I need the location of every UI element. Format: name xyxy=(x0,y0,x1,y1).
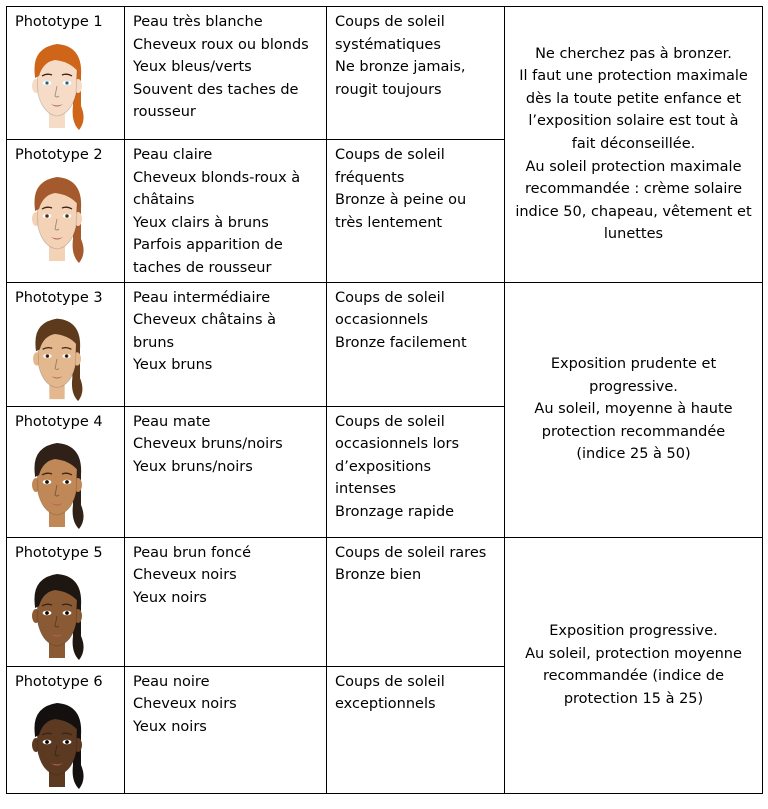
advice-line: progressive. xyxy=(589,378,678,395)
feature-line: Peau mate xyxy=(133,413,211,430)
advice-line: recommandée : crème solaire xyxy=(524,181,742,198)
phototype-label: Phototype 3 xyxy=(15,289,103,306)
reaction-line: rougit toujours xyxy=(335,81,442,98)
feature-line: Cheveux bruns/noirs xyxy=(133,436,283,453)
table-row xyxy=(7,7,763,140)
pupil-right xyxy=(66,741,68,743)
reaction-line: intenses xyxy=(335,481,397,498)
feature-line: Peau très blanche xyxy=(133,14,263,30)
reaction-line: occasionnels lors xyxy=(335,436,460,453)
table-row xyxy=(7,282,763,406)
reactions-cell xyxy=(327,406,505,537)
feature-line: Cheveux noirs xyxy=(133,696,237,713)
reactions-cell xyxy=(327,537,505,666)
advice-line: Ne cherchez pas à bronzer. xyxy=(535,45,732,62)
pupil-left xyxy=(47,355,49,357)
features-cell xyxy=(125,7,327,140)
feature-line: Peau brun foncé xyxy=(133,544,252,561)
phototype-cell xyxy=(7,666,125,794)
feature-line: Yeux noirs xyxy=(133,589,207,606)
phototype-cell xyxy=(7,7,125,140)
pupil-left xyxy=(46,215,48,217)
advice-line: fait déconseillée. xyxy=(571,135,696,152)
reaction-line: Coups de soleil xyxy=(335,147,445,163)
feature-line: Peau intermédiaire xyxy=(133,289,271,306)
feature-line: rousseur xyxy=(133,104,196,121)
advice-line: l’exposition solaire est tout à xyxy=(528,113,739,130)
phototype-cell xyxy=(7,140,125,283)
advice-cell xyxy=(505,7,763,283)
feature-line: Parfois apparition de xyxy=(133,237,283,254)
advice-line: protection 15 à 25) xyxy=(563,690,704,707)
reactions-cell xyxy=(327,282,505,406)
feature-line: Yeux clairs à bruns xyxy=(133,214,269,231)
advice-line: lunettes xyxy=(603,226,664,243)
reaction-line: exceptionnels xyxy=(335,696,436,713)
pupil-left xyxy=(46,741,48,743)
face-illustration xyxy=(21,311,93,403)
features-cell xyxy=(125,666,327,794)
pupil-left xyxy=(46,82,48,84)
reaction-line: Ne bronze jamais, xyxy=(335,59,466,76)
reaction-line: Bronze bien xyxy=(335,567,422,584)
reaction-line: Bronzage rapide xyxy=(335,503,455,520)
phototype-label: Phototype 4 xyxy=(15,413,103,430)
phototype-cell xyxy=(7,406,125,537)
feature-line: Yeux bruns/noirs xyxy=(133,458,253,475)
pupil-right xyxy=(66,481,68,483)
face-illustration xyxy=(21,169,93,265)
advice-line: recommandée (indice de xyxy=(542,668,725,685)
reactions-cell xyxy=(327,666,505,794)
features-cell xyxy=(125,140,327,283)
phototype-cell xyxy=(7,282,125,406)
reaction-line: systématiques xyxy=(335,36,441,53)
face-illustration xyxy=(21,36,93,132)
advice-line: Exposition prudente et xyxy=(550,356,717,373)
feature-line: bruns xyxy=(133,334,175,351)
feature-line: Cheveux noirs xyxy=(133,567,237,584)
feature-line: Yeux bruns xyxy=(133,357,213,374)
reaction-line: Bronze facilement xyxy=(335,334,467,351)
reaction-line: fréquents xyxy=(335,169,405,186)
advice-line: Au soleil, protection moyenne xyxy=(525,645,742,662)
advice-line: protection recommandée xyxy=(541,423,726,440)
features-cell xyxy=(125,537,327,666)
phototype-table xyxy=(6,6,763,794)
feature-line: Souvent des taches de xyxy=(133,81,299,98)
advice-line: dès la toute petite enfance et xyxy=(525,90,742,107)
phototype-label: Phototype 1 xyxy=(15,14,103,30)
reaction-line: Coups de soleil xyxy=(335,673,445,690)
feature-line: Cheveux roux ou blonds xyxy=(133,36,309,53)
advice-line: (indice 25 à 50) xyxy=(576,446,691,463)
phototype-label: Phototype 6 xyxy=(15,673,103,690)
face-illustration xyxy=(21,435,93,531)
feature-line: Cheveux châtains à xyxy=(133,312,277,329)
reaction-line: Coups de soleil rares xyxy=(335,544,487,561)
phototype-cell xyxy=(7,537,125,666)
feature-line: Peau claire xyxy=(133,147,213,163)
reaction-line: Coups de soleil xyxy=(335,289,445,306)
features-cell xyxy=(125,282,327,406)
reactions-cell xyxy=(327,140,505,283)
advice-cell xyxy=(505,537,763,794)
advice-line: Au soleil protection maximale xyxy=(525,158,742,175)
reaction-line: Coups de soleil xyxy=(335,14,445,30)
feature-line: Yeux noirs xyxy=(133,718,207,735)
reaction-line: occasionnels xyxy=(335,312,429,329)
advice-cell xyxy=(505,282,763,537)
feature-line: Cheveux blonds-roux à xyxy=(133,169,301,186)
reactions-cell xyxy=(327,7,505,140)
reaction-line: très lentement xyxy=(335,214,443,231)
feature-line: taches de rousseur xyxy=(133,259,272,276)
face-illustration xyxy=(21,695,93,791)
pupil-right xyxy=(66,612,68,614)
table-row xyxy=(7,537,763,666)
feature-line: châtains xyxy=(133,192,195,209)
phototype-label: Phototype 5 xyxy=(15,544,103,561)
feature-line: Peau noire xyxy=(133,673,210,690)
advice-line: Il faut une protection maximale xyxy=(519,68,748,85)
reaction-line: Coups de soleil xyxy=(335,413,445,430)
features-cell xyxy=(125,406,327,537)
advice-line: Au soleil, moyenne à haute xyxy=(534,401,733,418)
pupil-left xyxy=(46,612,48,614)
pupil-right xyxy=(66,82,68,84)
reaction-line: d’expositions xyxy=(335,458,432,475)
pupil-right xyxy=(66,355,68,357)
reaction-line: Bronze à peine ou xyxy=(335,192,467,209)
advice-line: Exposition progressive. xyxy=(549,623,718,640)
pupil-right xyxy=(66,215,68,217)
pupil-left xyxy=(46,481,48,483)
feature-line: Yeux bleus/verts xyxy=(133,59,252,76)
phototype-label: Phototype 2 xyxy=(15,147,103,163)
face-illustration xyxy=(21,566,93,662)
advice-line: indice 50, chapeau, vêtement et xyxy=(515,203,752,220)
